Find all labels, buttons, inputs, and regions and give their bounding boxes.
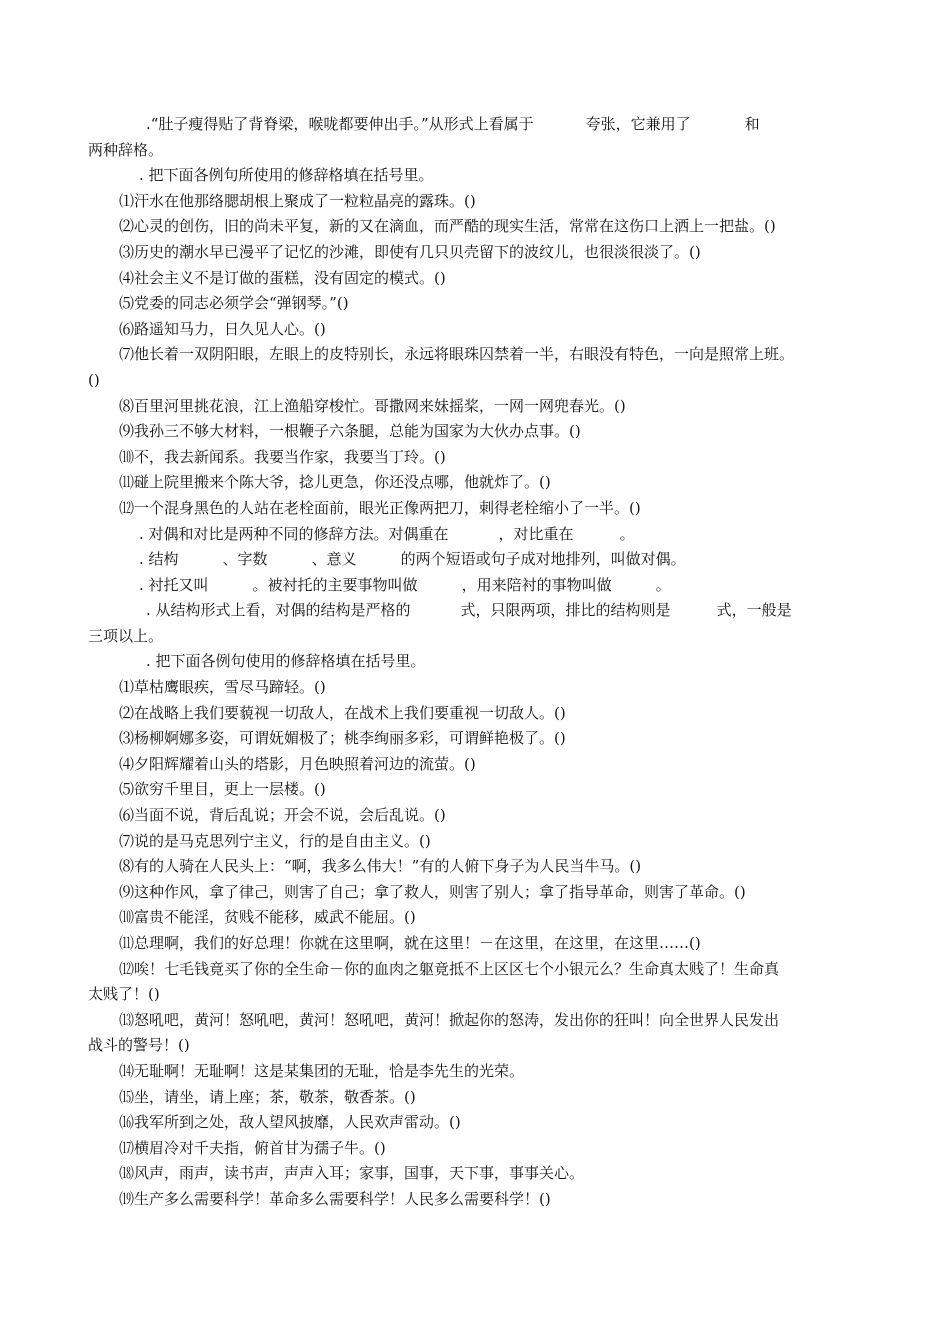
example-item: ⑼这种作风，拿了律己，则害了自己；拿了救人，则害了别人；拿了指导革命，则害了革命。()	[119, 882, 746, 901]
q5-text-c: ，用来陪衬的事物叫做	[461, 575, 612, 594]
example-item: ⑻有的人骑在人民头上：“啊，我多么伟大！”有的人俯下身子为人民当牛马。()	[119, 857, 642, 876]
question-line	[88, 112, 864, 138]
example-item: ⑴汗水在他那络腮胡根上聚成了一粒粒晶亮的露珠。()	[119, 191, 476, 210]
question-line	[88, 547, 864, 573]
q1-and: 和	[744, 115, 760, 133]
q5-text-b: 。被衬托的主要事物叫做	[252, 575, 418, 594]
example-item: ⑵在战略上我们要藐视一切敌人，在战术上我们要重视一切敌人。()	[119, 703, 566, 722]
example-item: ⒅风声，雨声，读书声，声声入耳；家事，国事，天下事，事事关心。	[119, 1164, 585, 1183]
q4-text-c: 、意义	[311, 550, 357, 569]
example-item: ⒀怒吼吧，黄河！怒吼吧，黄河！怒吼吧，黄河！掀起你的怒涛，发出你的狂叫！向全世界人民发出	[119, 1010, 780, 1029]
q4-text-a: . 结构	[139, 550, 179, 569]
example-item: ⑹路遥知马力，日久见人心。()	[119, 319, 326, 338]
example-item: ⒆生产多么需要科学！革命多么需要科学！人民多么需要科学！()	[119, 1189, 551, 1208]
example-item: ⑶历史的潮水早已漫平了记忆的沙滩，即使有几只贝壳留下的波纹儿，也很淡很淡了。()	[119, 242, 701, 261]
example-item: ⑾碰上院里搬来个陈大爷，捻儿更急，你还没点哪，他就炸了。()	[119, 473, 551, 492]
example-item: ⑹当面不说，背后乱说；开会不说，会后乱说。()	[119, 806, 446, 825]
q6-text-a: . 从结构形式上看，对偶的结构是严格的	[146, 601, 411, 620]
example-item: ⑵心灵的创伤，旧的尚未平复，新的又在滴血，而严酷的现实生活，常常在这伤口上洒上一把盐。()	[119, 217, 776, 236]
example-item: ⒁无耻啊！无耻啊！这是某集团的无耻，恰是李先生的光荣。	[119, 1061, 525, 1080]
q4-text-b: 、字数	[222, 550, 268, 569]
question-line: 两种辞格。	[88, 140, 164, 159]
example-item: ⑿一个混身黑色的人站在老栓面前，眼光正像两把刀，刺得老栓缩小了一半。()	[119, 498, 641, 517]
example-item: ⑺他长着一双阴阳眼，左眼上的皮特别长，永远将眼珠囚禁着一半，右眼没有特色，一向是照常上班。	[119, 345, 795, 364]
example-item: ⑺说的是马克思列宁主义，行的是自由主义。()	[119, 831, 431, 850]
question-title: . 把下面各例句所使用的修辞格填在括号里。	[139, 166, 434, 185]
example-item: ⑽富贵不能淫，贫贱不能移，威武不能屈。()	[119, 908, 416, 927]
document-body	[88, 112, 864, 1213]
example-item: ⑿唉！七毛钱竟买了你的全生命－你的血肉之躯竟抵不上区区七个小银元么？生命真太贱了！生命真	[119, 959, 780, 978]
example-item: ⑶杨柳婀娜多姿，可谓妩媚极了；桃李绚丽多彩，可谓鲜艳极了。()	[119, 729, 566, 748]
question-line: 三项以上。	[88, 626, 164, 645]
example-item-continuation: 太贱了！()	[88, 985, 160, 1004]
question-line	[88, 573, 864, 599]
q4-text-d: 的两个短语或句子成对地排列，叫做对偶。	[400, 550, 686, 569]
question-line	[88, 598, 864, 624]
example-item: ⑷社会主义不是订做的蛋糕，没有固定的模式。()	[119, 268, 446, 287]
example-item: ⑸欲穷千里目，更上一层楼。()	[119, 780, 326, 799]
question-title: . 把下面各例句使用的修辞格填在括号里。	[146, 652, 426, 671]
q6-text-b: 式，只限两项，排比的结构则是	[460, 601, 671, 620]
q3-text-b: ，对比重在	[498, 524, 574, 543]
q1-mid: 夸张，它兼用了	[585, 115, 691, 133]
example-item: ⑼我孙三不够大材料，一根鞭子六条腿，总能为国家为大伙办点事。()	[119, 422, 581, 441]
q3-text-c: 。	[619, 524, 635, 543]
question-line	[88, 522, 864, 548]
example-item: ⑽不，我去新闻系。我要当作家，我要当丁玲。()	[119, 447, 446, 466]
q1-prefix: .“肚子瘦得贴了背脊梁，喉咙都要伸出手。”从形式上看属于	[146, 115, 534, 133]
example-item: ⑾总理啊，我们的好总理！你就在这里啊，就在这里！－在这里，在这里，在这里……()	[119, 934, 701, 952]
example-item: ⒃我军所到之处，敌人望风披靡，人民欢声雷动。()	[119, 1113, 461, 1132]
example-item-continuation: ()	[88, 370, 100, 389]
q3-text-a: . 对偶和对比是两种不同的修辞方法。对偶重在	[139, 524, 449, 543]
example-item: ⑻百里河里挑花浪，江上渔船穿梭忙。哥撒网来妹摇桨，一网一网兜春光。()	[119, 396, 626, 415]
example-item: ⒂坐，请坐，请上座；茶，敬茶，敬香茶。()	[119, 1087, 416, 1106]
example-item-continuation: 战斗的警号！()	[88, 1036, 190, 1055]
example-item: ⑷夕阳辉耀着山头的塔影，月色映照着河边的流萤。()	[119, 754, 476, 773]
q6-text-c: 式，一般是	[716, 601, 792, 620]
example-item: ⑸党委的同志必须学会“弹钢琴。”()	[119, 294, 349, 313]
q5-text-d: 。	[655, 575, 671, 594]
q5-text-a: . 衬托又叫	[139, 575, 209, 594]
example-item: ⑴草枯鹰眼疾，雪尽马蹄轻。()	[119, 678, 326, 697]
example-item: ⒄横眉冷对千夫指，俯首甘为孺子牛。()	[119, 1138, 386, 1157]
